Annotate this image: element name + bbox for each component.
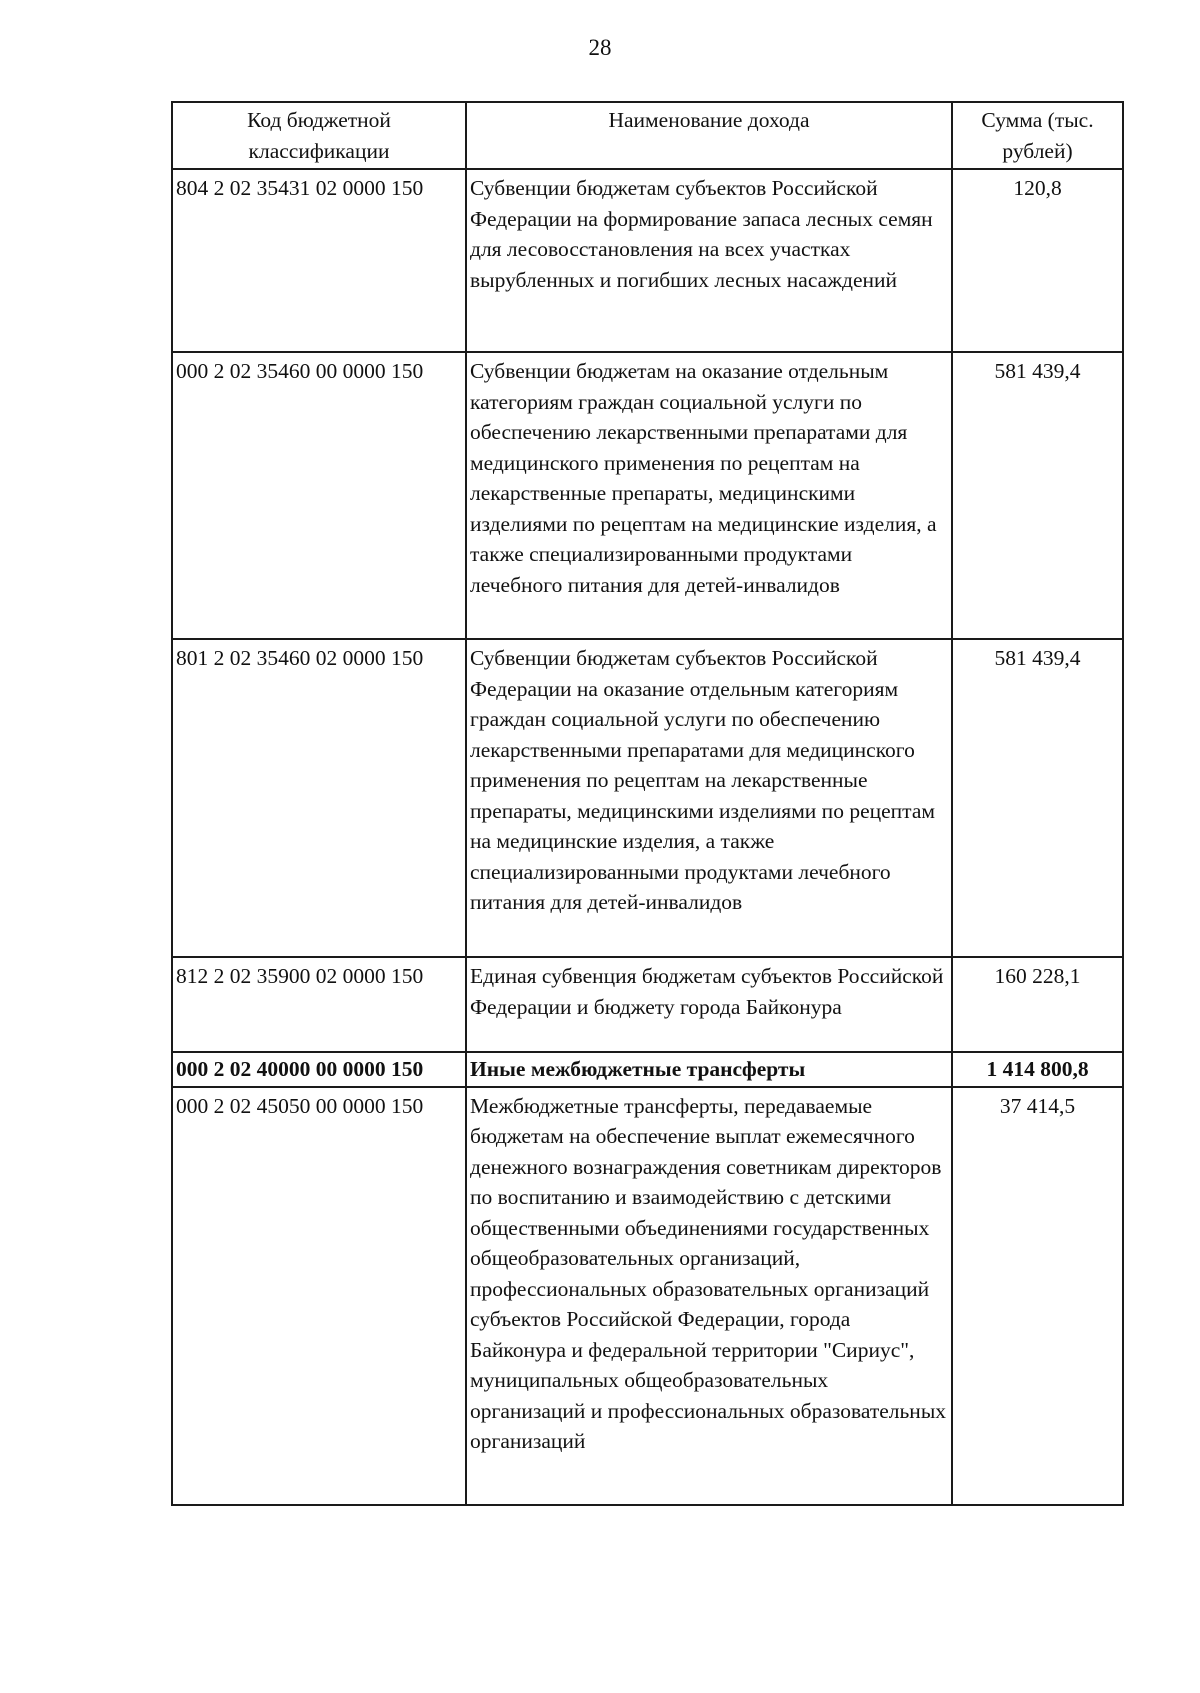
row-name: Межбюджетные трансферты, передаваемые бюджетам на обеспечение выплат ежемесячного денежного вознаграждения советникам директоров по воспитанию и взаимодействию с детскими общественными объединениями государственных общеобразовательных организаций, профессиональных образовательных организаций субъектов Российской Федерации, города Байконура и федеральной территории "Сириус", муниципальных общеобразовательных организаций и профессиональных образовательных организаций [466, 1087, 952, 1505]
row-code: 000 2 02 45050 00 0000 150 [172, 1087, 466, 1505]
row-sum: 37 414,5 [952, 1087, 1123, 1505]
header-name: Наименование дохода [466, 102, 952, 169]
budget-income-table [171, 101, 1124, 1506]
row-code: 804 2 02 35431 02 0000 150 [172, 169, 466, 352]
row-name: Субвенции бюджетам субъектов Российской Федерации на оказание отдельным категориям граждан социальной услуги по обеспечению лекарственными препаратами для медицинского применения по рецептам на лекарственные препараты, медицинскими изделиями по рецептам на медицинские изделия, а также специализированными продуктами лечебного питания для детей-инвалидов [466, 639, 952, 957]
table-row [172, 957, 1123, 1052]
row-sum: 120,8 [952, 169, 1123, 352]
row-code: 812 2 02 35900 02 0000 150 [172, 957, 466, 1052]
page-number: 28 [588, 35, 612, 60]
row-name: Субвенции бюджетам субъектов Российской Федерации на формирование запаса лесных семян для лесовосстановления на всех участках вырубленных и погибших лесных насаждений [466, 169, 952, 352]
row-name: Иные межбюджетные трансферты [466, 1052, 952, 1087]
row-code: 801 2 02 35460 02 0000 150 [172, 639, 466, 957]
header-code: Код бюджетной классификации [172, 102, 466, 169]
row-name: Субвенции бюджетам на оказание отдельным категориям граждан социальной услуги по обеспечению лекарственными препаратами для медицинского применения по рецептам на лекарственные препараты, медицинскими изделиями по рецептам на медицинские изделия, а также специализированными продуктами лечебного питания для детей-инвалидов [466, 352, 952, 639]
row-code: 000 2 02 40000 00 0000 150 [172, 1052, 466, 1087]
row-sum: 1 414 800,8 [952, 1052, 1123, 1087]
row-sum: 581 439,4 [952, 352, 1123, 639]
table-row [172, 352, 1123, 639]
table-row [172, 639, 1123, 957]
table-row [172, 169, 1123, 352]
table-row [172, 1087, 1123, 1505]
table-row-total [172, 1052, 1123, 1087]
header-sum: Сумма (тыс. рублей) [952, 102, 1123, 169]
row-sum: 160 228,1 [952, 957, 1123, 1052]
row-name: Единая субвенция бюджетам субъектов Российской Федерации и бюджету города Байконура [466, 957, 952, 1052]
table-header-row [172, 102, 1123, 169]
row-sum: 581 439,4 [952, 639, 1123, 957]
row-code: 000 2 02 35460 00 0000 150 [172, 352, 466, 639]
